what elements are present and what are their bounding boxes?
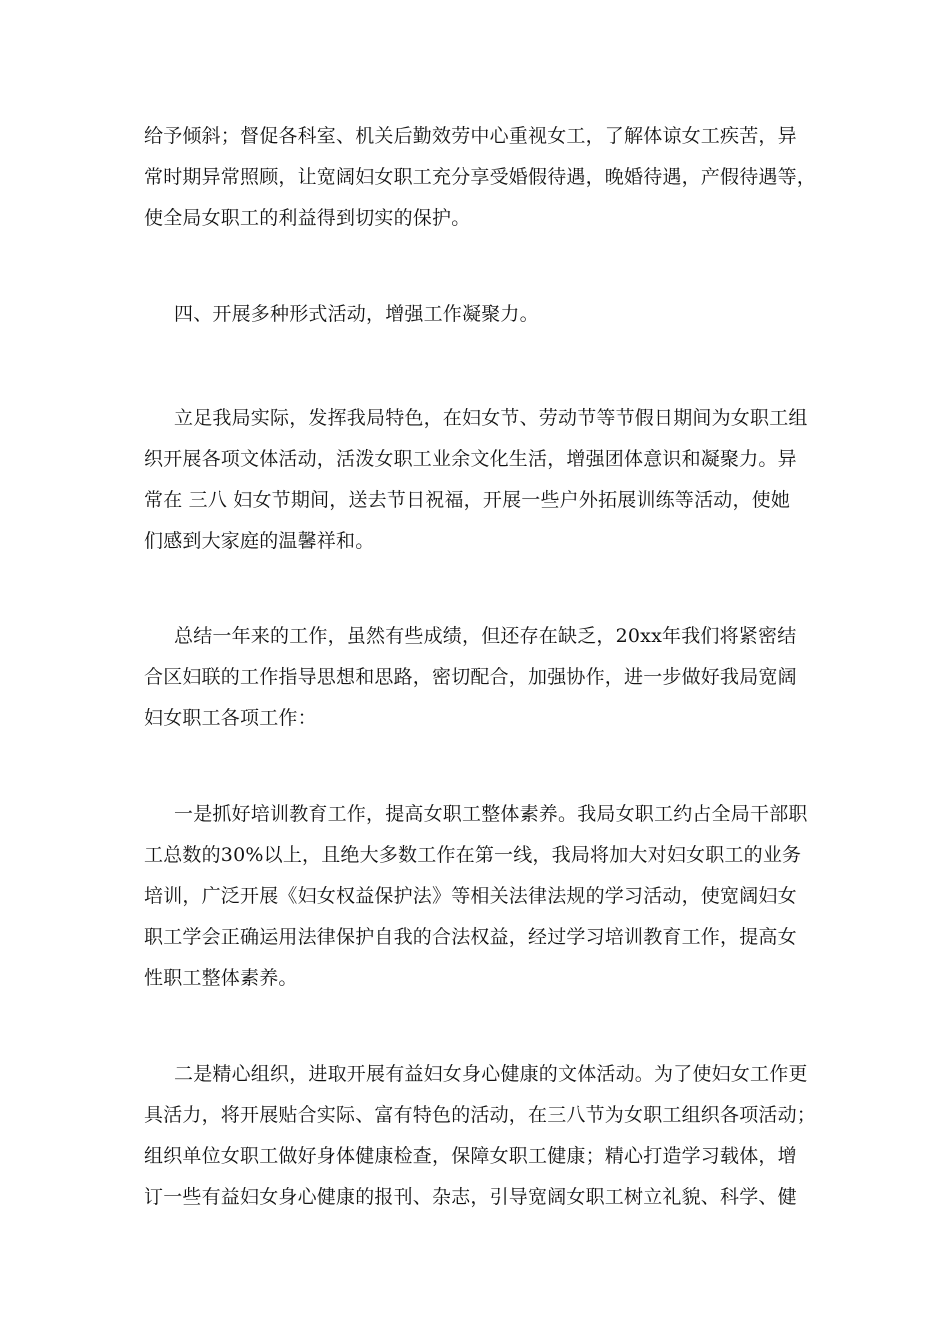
paragraph-line: 工总数的30%以上，且绝大多数工作在第一线，我局将加大对妇女职工的业务 (144, 844, 802, 866)
section-heading: 四、开展多种形式活动，增强工作凝聚力。 (174, 303, 539, 325)
paragraph-line: 职工学会正确运用法律保护自我的合法权益，经过学习培训教育工作，提高女 (144, 926, 797, 948)
paragraph-line: 使全局女职工的利益得到切实的保护。 (144, 207, 471, 229)
paragraph-line: 妇女职工各项工作： (144, 707, 317, 729)
paragraph-line: 一是抓好培训教育工作，提高女职工整体素养。我局女职工约占全局干部职 (174, 803, 808, 825)
paragraph-line: 立足我局实际，发挥我局特色，在妇女节、劳动节等节假日期间为女职工组 (174, 407, 808, 429)
paragraph-line: 合区妇联的工作指导思想和思路，密切配合，加强协作，进一步做好我局宽阔 (144, 666, 797, 688)
paragraph-line: 性职工整体素养。 (144, 967, 298, 989)
paragraph-line: 常时期异常照顾，让宽阔妇女职工充分享受婚假待遇，晚婚待遇，产假待遇等， (144, 166, 817, 188)
paragraph-line: 给予倾斜；督促各科室、机关后勤效劳中心重视女工，了解体谅女工疾苦，异 (144, 125, 797, 147)
paragraph-line: 总结一年来的工作，虽然有些成绩，但还存在缺乏，20xx年我们将紧密结 (174, 625, 797, 647)
paragraph-line: 织开展各项文体活动，活泼女职工业余文化生活，增强团体意识和凝聚力。异 (144, 448, 797, 470)
paragraph-line: 具活力，将开展贴合实际、富有特色的活动，在三八节为女职工组织各项活动； (144, 1104, 817, 1126)
paragraph-line: 培训，广泛开展《妇女权益保护法》等相关法律法规的学习活动，使宽阔妇女 (144, 885, 797, 907)
paragraph-line: 们感到大家庭的温馨祥和。 (144, 530, 375, 552)
paragraph-line: 订一些有益妇女身心健康的报刊、杂志，引导宽阔女职工树立礼貌、科学、健 (144, 1186, 797, 1208)
paragraph-line: 组织单位女职工做好身体健康检查，保障女职工健康；精心打造学习载体，增 (144, 1145, 797, 1167)
paragraph-line: 二是精心组织，进取开展有益妇女身心健康的文体活动。为了使妇女工作更 (174, 1063, 808, 1085)
paragraph-line: 常在 三八 妇女节期间，送去节日祝福，开展一些户外拓展训练等活动，使她 (144, 489, 791, 511)
